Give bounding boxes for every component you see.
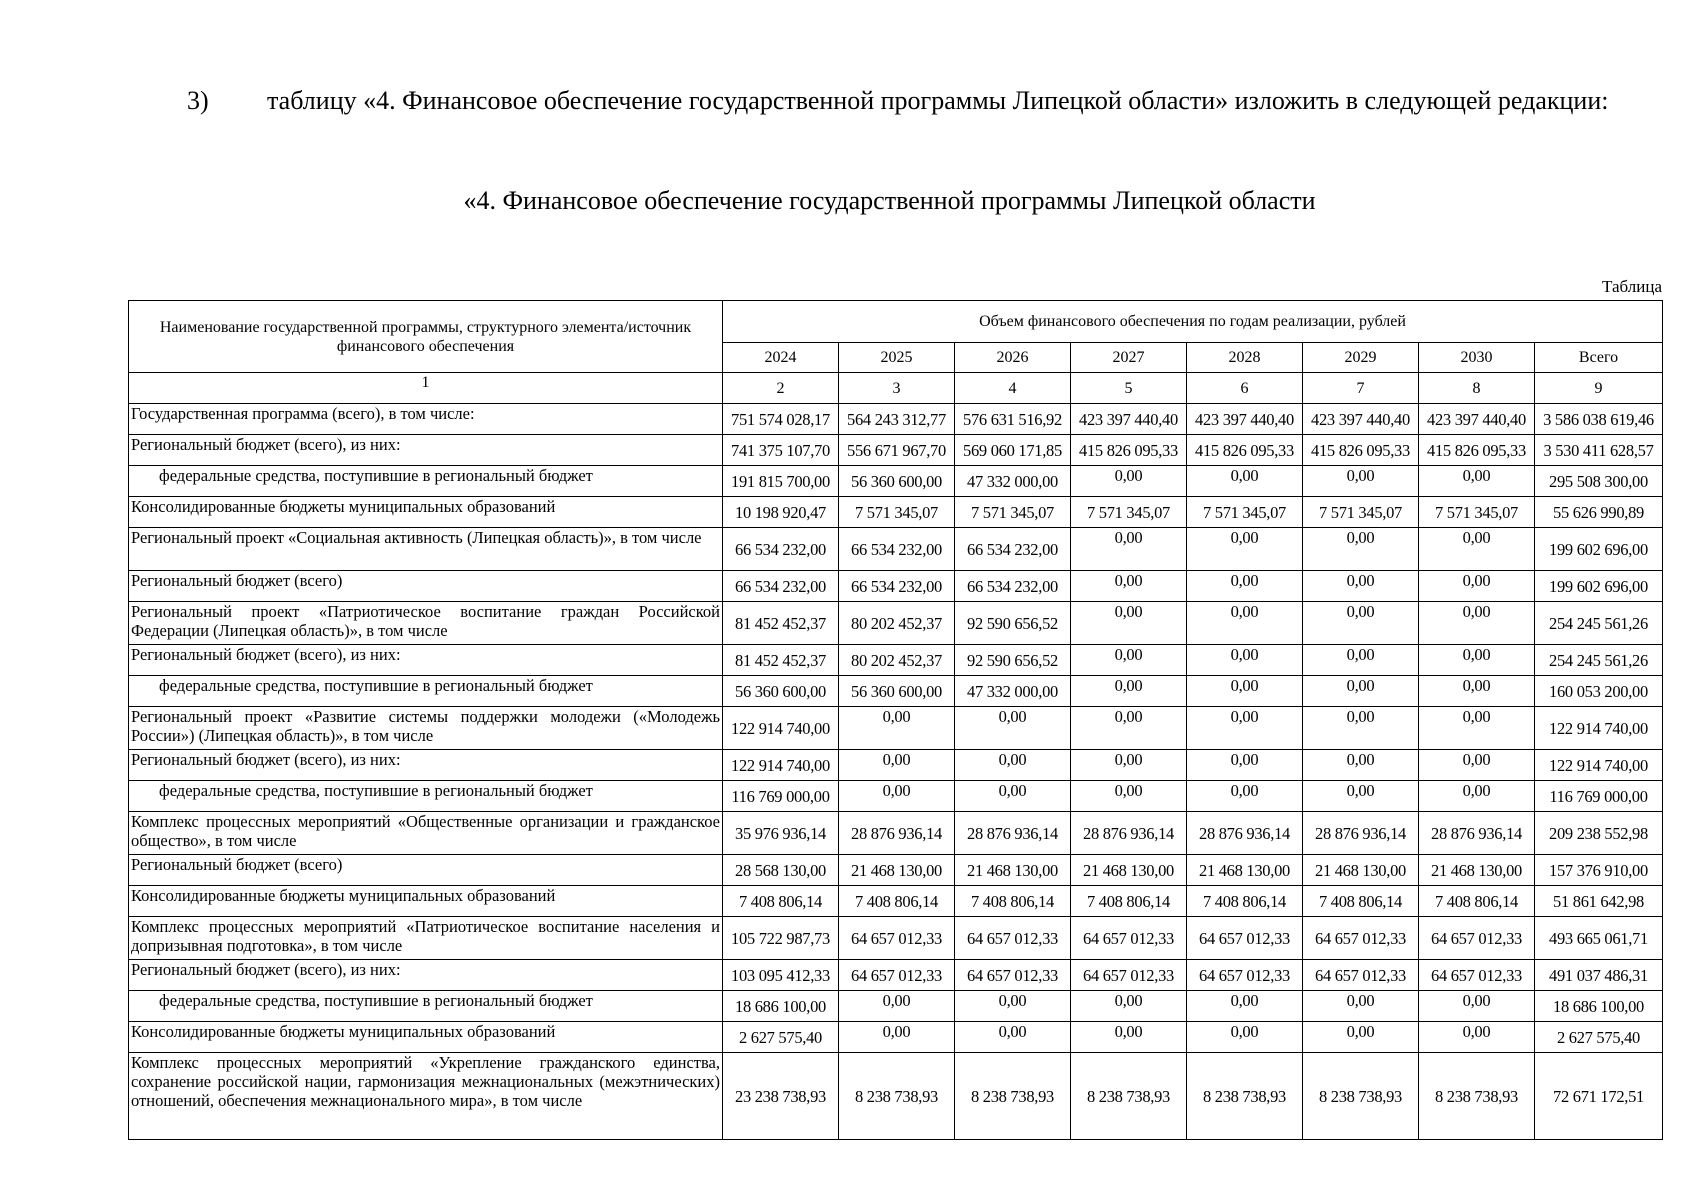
row-value-cell: 0,00 [955, 707, 1071, 750]
row-value-cell: 64 657 012,33 [955, 960, 1071, 991]
row-value-cell: 64 657 012,33 [1303, 960, 1419, 991]
row-value-cell: 0,00 [955, 1022, 1071, 1053]
row-total-cell: 55 626 990,89 [1535, 497, 1663, 528]
row-value-cell: 7 571 345,07 [839, 497, 955, 528]
row-value-cell: 64 657 012,33 [1419, 917, 1535, 960]
row-total-cell: 116 769 000,00 [1535, 781, 1663, 812]
row-value-cell: 0,00 [1419, 528, 1535, 571]
row-value-cell: 66 534 232,00 [955, 571, 1071, 602]
row-value-cell: 0,00 [1187, 571, 1303, 602]
row-total-cell: 199 602 696,00 [1535, 528, 1663, 571]
row-value-cell: 92 590 656,52 [955, 645, 1071, 676]
intro-paragraph [117, 84, 1662, 118]
row-value-cell: 0,00 [839, 781, 955, 812]
row-value-cell: 47 332 000,00 [955, 676, 1071, 707]
row-value-cell: 556 671 967,70 [839, 435, 955, 466]
row-value-cell: 21 468 130,00 [1303, 855, 1419, 886]
row-value-cell: 0,00 [839, 707, 955, 750]
row-value-cell: 741 375 107,70 [723, 435, 839, 466]
row-value-cell: 66 534 232,00 [839, 571, 955, 602]
row-value-cell: 64 657 012,33 [1071, 960, 1187, 991]
row-name-cell: Региональный проект «Развитие системы поддержки молодежи («Молодежь России») (Липецкая область)», в том числе [129, 707, 723, 750]
row-value-cell: 105 722 987,73 [723, 917, 839, 960]
row-value-cell: 423 397 440,40 [1303, 404, 1419, 435]
row-value-cell: 0,00 [1187, 676, 1303, 707]
column-number-cell: 8 [1419, 373, 1535, 404]
row-value-cell: 35 976 936,14 [723, 812, 839, 855]
row-value-cell: 28 876 936,14 [955, 812, 1071, 855]
row-name-cell: федеральные средства, поступившие в региональный бюджет [129, 466, 723, 497]
row-value-cell: 21 468 130,00 [1071, 855, 1187, 886]
row-value-cell: 0,00 [1187, 466, 1303, 497]
row-value-cell: 7 408 806,14 [723, 886, 839, 917]
row-value-cell: 576 631 516,92 [955, 404, 1071, 435]
section-heading: «4. Финансовое обеспечение государственной программы Липецкой области [463, 186, 1316, 215]
financing-table [128, 300, 1663, 1140]
row-value-cell: 0,00 [1419, 991, 1535, 1022]
row-total-cell: 122 914 740,00 [1535, 707, 1663, 750]
row-value-cell: 80 202 452,37 [839, 645, 955, 676]
row-value-cell: 21 468 130,00 [839, 855, 955, 886]
row-total-cell: 2 627 575,40 [1535, 1022, 1663, 1053]
row-value-cell: 0,00 [1071, 602, 1187, 645]
row-value-cell: 28 876 936,14 [1071, 812, 1187, 855]
row-value-cell: 8 238 738,93 [1419, 1053, 1535, 1140]
row-value-cell: 122 914 740,00 [723, 750, 839, 781]
row-total-cell: 72 671 172,51 [1535, 1053, 1663, 1140]
row-value-cell: 191 815 700,00 [723, 466, 839, 497]
row-value-cell: 7 408 806,14 [955, 886, 1071, 917]
row-total-cell: 3 586 038 619,46 [1535, 404, 1663, 435]
row-value-cell: 0,00 [1303, 528, 1419, 571]
row-total-cell: 160 053 200,00 [1535, 676, 1663, 707]
row-value-cell: 28 876 936,14 [1303, 812, 1419, 855]
row-value-cell: 47 332 000,00 [955, 466, 1071, 497]
row-value-cell: 56 360 600,00 [839, 676, 955, 707]
row-value-cell: 0,00 [1419, 750, 1535, 781]
row-value-cell: 21 468 130,00 [1187, 855, 1303, 886]
row-total-cell: 295 508 300,00 [1535, 466, 1663, 497]
row-value-cell: 415 826 095,33 [1303, 435, 1419, 466]
row-value-cell: 0,00 [1187, 707, 1303, 750]
row-value-cell: 7 571 345,07 [955, 497, 1071, 528]
row-value-cell: 66 534 232,00 [723, 528, 839, 571]
row-total-cell: 3 530 411 628,57 [1535, 435, 1663, 466]
table-row [129, 917, 1663, 960]
table-row [129, 1022, 1663, 1053]
table-row [129, 497, 1663, 528]
row-value-cell: 2 627 575,40 [723, 1022, 839, 1053]
row-value-cell: 0,00 [1071, 750, 1187, 781]
row-value-cell: 0,00 [1303, 750, 1419, 781]
row-value-cell: 21 468 130,00 [955, 855, 1071, 886]
row-value-cell: 0,00 [1303, 602, 1419, 645]
row-value-cell: 0,00 [1071, 645, 1187, 676]
row-value-cell: 28 876 936,14 [839, 812, 955, 855]
row-value-cell: 0,00 [1419, 1022, 1535, 1053]
row-value-cell: 28 876 936,14 [1419, 812, 1535, 855]
row-value-cell: 28 876 936,14 [1187, 812, 1303, 855]
row-value-cell: 7 571 345,07 [1303, 497, 1419, 528]
column-number-cell: 5 [1071, 373, 1187, 404]
column-number-cell: 3 [839, 373, 955, 404]
year-cell: 2027 [1071, 343, 1187, 373]
column-number-cell: 6 [1187, 373, 1303, 404]
row-value-cell: 7 408 806,14 [839, 886, 955, 917]
table-row [129, 571, 1663, 602]
row-value-cell: 64 657 012,33 [1187, 960, 1303, 991]
table-row [129, 707, 1663, 750]
row-name-cell: Региональный бюджет (всего) [129, 571, 723, 602]
row-value-cell: 0,00 [1187, 781, 1303, 812]
row-value-cell: 56 360 600,00 [723, 676, 839, 707]
row-total-cell: 254 245 561,26 [1535, 602, 1663, 645]
row-value-cell: 0,00 [1187, 528, 1303, 571]
row-value-cell: 415 826 095,33 [1187, 435, 1303, 466]
row-value-cell: 8 238 738,93 [1187, 1053, 1303, 1140]
row-name-cell: федеральные средства, поступившие в региональный бюджет [129, 991, 723, 1022]
row-value-cell: 0,00 [1071, 1022, 1187, 1053]
row-value-cell: 0,00 [1303, 781, 1419, 812]
row-value-cell: 8 238 738,93 [1071, 1053, 1187, 1140]
row-value-cell: 564 243 312,77 [839, 404, 955, 435]
row-value-cell: 64 657 012,33 [1303, 917, 1419, 960]
table-row [129, 676, 1663, 707]
row-value-cell: 751 574 028,17 [723, 404, 839, 435]
table-row [129, 1053, 1663, 1140]
row-value-cell: 56 360 600,00 [839, 466, 955, 497]
list-number: 3) [187, 86, 209, 115]
row-value-cell: 64 657 012,33 [1187, 917, 1303, 960]
table-row [129, 528, 1663, 571]
row-value-cell: 8 238 738,93 [955, 1053, 1071, 1140]
row-value-cell: 66 534 232,00 [723, 571, 839, 602]
table-row [129, 781, 1663, 812]
row-value-cell: 0,00 [1419, 645, 1535, 676]
row-value-cell: 80 202 452,37 [839, 602, 955, 645]
row-name-cell: Региональный бюджет (всего), из них: [129, 960, 723, 991]
row-total-cell: 491 037 486,31 [1535, 960, 1663, 991]
row-value-cell: 103 095 412,33 [723, 960, 839, 991]
row-value-cell: 0,00 [1071, 676, 1187, 707]
row-value-cell: 0,00 [1071, 466, 1187, 497]
row-value-cell: 569 060 171,85 [955, 435, 1071, 466]
row-value-cell: 66 534 232,00 [839, 528, 955, 571]
row-total-cell: 209 238 552,98 [1535, 812, 1663, 855]
row-value-cell: 0,00 [839, 750, 955, 781]
row-name-cell: федеральные средства, поступившие в региональный бюджет [129, 781, 723, 812]
table-row [129, 404, 1663, 435]
row-value-cell: 116 769 000,00 [723, 781, 839, 812]
row-name-cell: Региональный проект «Социальная активность (Липецкая область)», в том числе [129, 528, 723, 571]
row-total-cell: 51 861 642,98 [1535, 886, 1663, 917]
table-row [129, 991, 1663, 1022]
row-value-cell: 0,00 [1419, 676, 1535, 707]
row-value-cell: 0,00 [955, 991, 1071, 1022]
row-value-cell: 64 657 012,33 [955, 917, 1071, 960]
row-name-cell: Региональный бюджет (всего) [129, 855, 723, 886]
row-value-cell: 0,00 [1303, 645, 1419, 676]
row-value-cell: 0,00 [1071, 707, 1187, 750]
row-name-cell: Региональный бюджет (всего), из них: [129, 435, 723, 466]
row-name-cell: федеральные средства, поступившие в региональный бюджет [129, 676, 723, 707]
row-value-cell: 64 657 012,33 [1071, 917, 1187, 960]
row-name-cell: Комплекс процессных мероприятий «Общественные организации и гражданское общество», в том числе [129, 812, 723, 855]
row-value-cell: 81 452 452,37 [723, 645, 839, 676]
row-value-cell: 0,00 [1303, 676, 1419, 707]
row-value-cell: 7 408 806,14 [1303, 886, 1419, 917]
row-value-cell: 122 914 740,00 [723, 707, 839, 750]
row-value-cell: 0,00 [1303, 571, 1419, 602]
total-header-cell: Всего [1535, 343, 1663, 373]
row-value-cell: 7 571 345,07 [1187, 497, 1303, 528]
header-row [129, 301, 1663, 343]
row-value-cell: 7 571 345,07 [1071, 497, 1187, 528]
row-value-cell: 0,00 [839, 991, 955, 1022]
row-value-cell: 423 397 440,40 [1187, 404, 1303, 435]
year-cell: 2025 [839, 343, 955, 373]
row-value-cell: 64 657 012,33 [839, 917, 955, 960]
row-value-cell: 0,00 [955, 750, 1071, 781]
row-value-cell: 415 826 095,33 [1419, 435, 1535, 466]
column-number-row [129, 373, 1663, 404]
table-row [129, 645, 1663, 676]
header-name-cell: Наименование государственной программы, структурного элемента/источник финансового обеспечения [129, 301, 723, 373]
row-value-cell: 0,00 [1303, 707, 1419, 750]
row-value-cell: 0,00 [1187, 645, 1303, 676]
row-value-cell: 0,00 [1187, 602, 1303, 645]
year-cell: 2026 [955, 343, 1071, 373]
row-value-cell: 7 408 806,14 [1187, 886, 1303, 917]
row-total-cell: 122 914 740,00 [1535, 750, 1663, 781]
row-name-cell: Комплекс процессных мероприятий «Патриотическое воспитание населения и допризывная подготовка», в том числе [129, 917, 723, 960]
row-name-cell: Комплекс процессных мероприятий «Укрепление гражданского единства, сохранение российской нации, гармонизация межнациональных (межэтнических) отношений, обеспечения межнационального мира», в том числе [129, 1053, 723, 1140]
row-total-cell: 254 245 561,26 [1535, 645, 1663, 676]
row-value-cell: 18 686 100,00 [723, 991, 839, 1022]
row-value-cell: 0,00 [955, 781, 1071, 812]
year-cell: 2028 [1187, 343, 1303, 373]
row-value-cell: 0,00 [1071, 781, 1187, 812]
row-value-cell: 0,00 [1071, 528, 1187, 571]
table-row [129, 886, 1663, 917]
row-value-cell: 0,00 [1419, 707, 1535, 750]
column-number-cell: 7 [1303, 373, 1419, 404]
row-value-cell: 0,00 [1419, 781, 1535, 812]
row-value-cell: 8 238 738,93 [839, 1053, 955, 1140]
table-row [129, 750, 1663, 781]
row-value-cell: 0,00 [1071, 991, 1187, 1022]
row-value-cell: 0,00 [1303, 466, 1419, 497]
row-value-cell: 0,00 [1303, 991, 1419, 1022]
row-name-cell: Консолидированные бюджеты муниципальных образований [129, 886, 723, 917]
row-value-cell: 7 408 806,14 [1419, 886, 1535, 917]
row-value-cell: 81 452 452,37 [723, 602, 839, 645]
row-value-cell: 64 657 012,33 [839, 960, 955, 991]
row-value-cell: 0,00 [1187, 750, 1303, 781]
column-number-cell: 4 [955, 373, 1071, 404]
row-value-cell: 423 397 440,40 [1071, 404, 1187, 435]
row-total-cell: 18 686 100,00 [1535, 991, 1663, 1022]
column-number-cell: 2 [723, 373, 839, 404]
row-value-cell: 64 657 012,33 [1419, 960, 1535, 991]
header-volume-cell: Объем финансового обеспечения по годам реализации, рублей [723, 301, 1663, 343]
row-value-cell: 8 238 738,93 [1303, 1053, 1419, 1140]
year-cell: 2030 [1419, 343, 1535, 373]
table-row [129, 435, 1663, 466]
row-value-cell: 7 408 806,14 [1071, 886, 1187, 917]
row-name-cell: Региональный проект «Патриотическое воспитание граждан Российской Федерации (Липецкая область)», в том числе [129, 602, 723, 645]
row-total-cell: 157 376 910,00 [1535, 855, 1663, 886]
table-row [129, 812, 1663, 855]
row-name-cell: Консолидированные бюджеты муниципальных образований [129, 497, 723, 528]
table-row [129, 602, 1663, 645]
column-number-cell: 1 [129, 373, 723, 404]
row-value-cell: 423 397 440,40 [1419, 404, 1535, 435]
row-value-cell: 23 238 738,93 [723, 1053, 839, 1140]
row-value-cell: 7 571 345,07 [1419, 497, 1535, 528]
row-name-cell: Региональный бюджет (всего), из них: [129, 750, 723, 781]
table-row [129, 855, 1663, 886]
table-row [129, 466, 1663, 497]
column-number-cell: 9 [1535, 373, 1663, 404]
row-value-cell: 66 534 232,00 [955, 528, 1071, 571]
row-name-cell: Государственная программа (всего), в том числе: [129, 404, 723, 435]
row-name-cell: Региональный бюджет (всего), из них: [129, 645, 723, 676]
row-value-cell: 0,00 [1419, 602, 1535, 645]
row-value-cell: 0,00 [1419, 466, 1535, 497]
year-cell: 2029 [1303, 343, 1419, 373]
row-value-cell: 0,00 [839, 1022, 955, 1053]
row-value-cell: 0,00 [1071, 571, 1187, 602]
row-value-cell: 0,00 [1303, 1022, 1419, 1053]
table-row [129, 960, 1663, 991]
row-value-cell: 10 198 920,47 [723, 497, 839, 528]
row-value-cell: 0,00 [1187, 991, 1303, 1022]
row-value-cell: 0,00 [1419, 571, 1535, 602]
row-total-cell: 493 665 061,71 [1535, 917, 1663, 960]
year-cell: 2024 [723, 343, 839, 373]
row-total-cell: 199 602 696,00 [1535, 571, 1663, 602]
table-label: Таблица [1602, 277, 1662, 296]
row-value-cell: 28 568 130,00 [723, 855, 839, 886]
intro-text: таблицу «4. Финансовое обеспечение государственной программы Липецкой области» изложить в следующей редакции: [267, 86, 1609, 115]
row-value-cell: 415 826 095,33 [1071, 435, 1187, 466]
row-value-cell: 92 590 656,52 [955, 602, 1071, 645]
row-value-cell: 21 468 130,00 [1419, 855, 1535, 886]
row-name-cell: Консолидированные бюджеты муниципальных образований [129, 1022, 723, 1053]
row-value-cell: 0,00 [1187, 1022, 1303, 1053]
